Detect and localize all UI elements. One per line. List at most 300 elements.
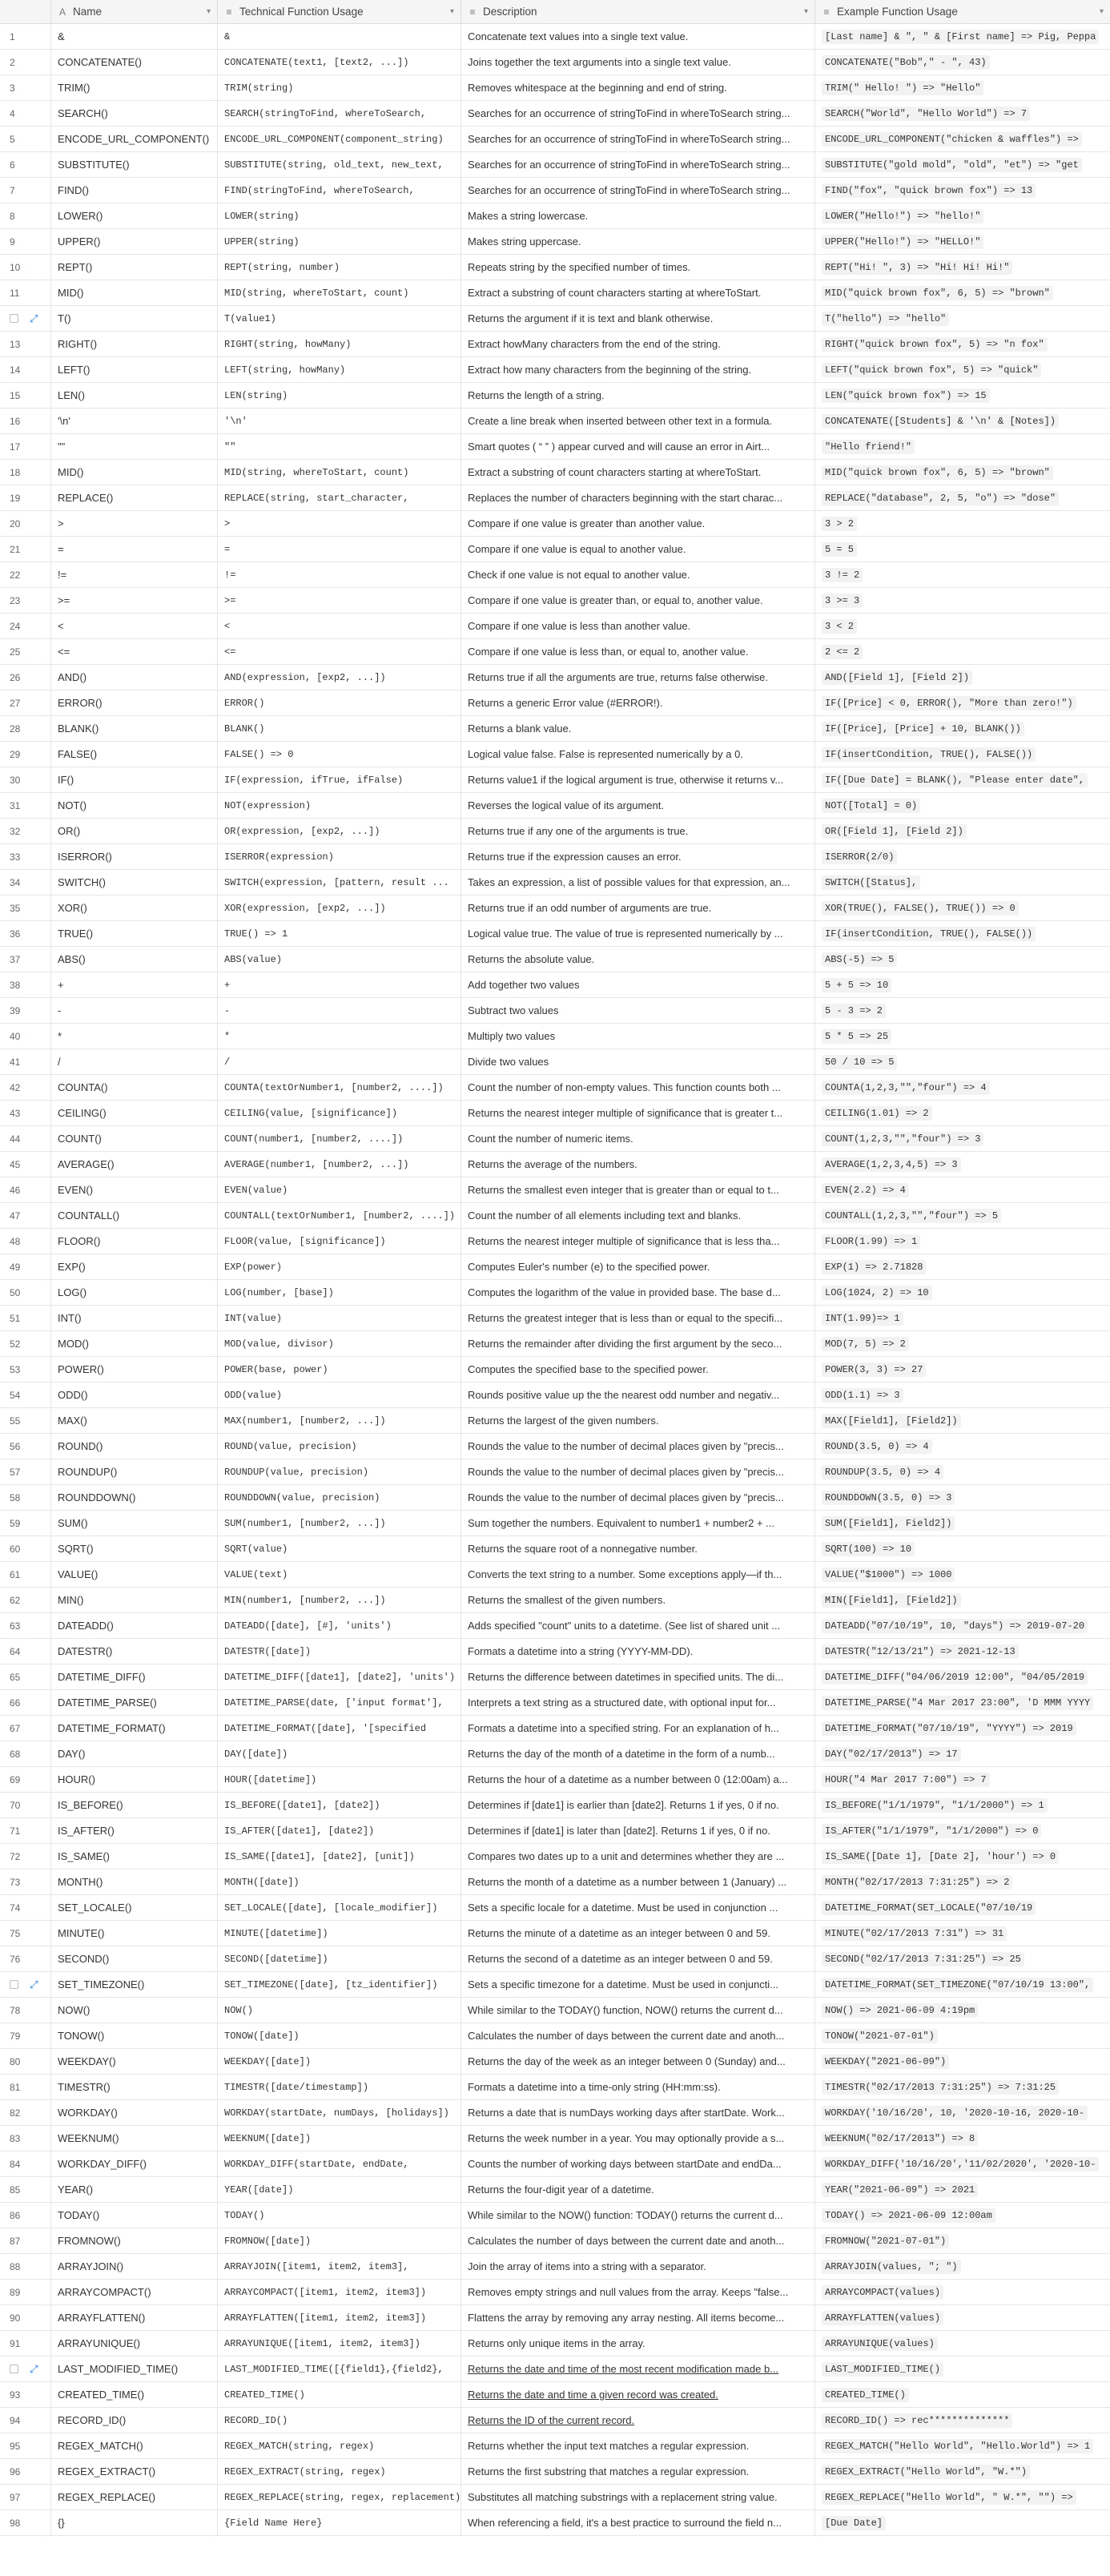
- table-row[interactable]: [0, 2510, 1110, 2536]
- table-row[interactable]: [0, 767, 1110, 793]
- row-number-cell[interactable]: [0, 2382, 51, 2407]
- row-number-cell[interactable]: [0, 1357, 51, 1382]
- row-number-cell[interactable]: [0, 716, 51, 741]
- name-cell[interactable]: FALSE(): [51, 742, 218, 767]
- row-number-cell[interactable]: [0, 2126, 51, 2151]
- table-row[interactable]: [0, 1562, 1110, 1588]
- row-number-cell[interactable]: [0, 1664, 51, 1689]
- name-cell[interactable]: MID(): [51, 460, 218, 485]
- table-row[interactable]: [0, 2331, 1110, 2357]
- row-number-cell[interactable]: [0, 2408, 51, 2433]
- row-number-cell[interactable]: [0, 1613, 51, 1638]
- table-row[interactable]: [0, 896, 1110, 921]
- description-cell[interactable]: Logical value true. The value of true is represented numerically by ...: [461, 921, 815, 946]
- name-cell[interactable]: -: [51, 998, 218, 1023]
- table-row[interactable]: [0, 2126, 1110, 2151]
- row-number-cell[interactable]: [0, 1562, 51, 1587]
- description-cell[interactable]: Count the number of all elements including text and blanks.: [461, 1203, 815, 1228]
- technical-usage-cell[interactable]: [218, 1767, 461, 1792]
- table-row[interactable]: [0, 1946, 1110, 1972]
- example-usage-cell[interactable]: [815, 1767, 1110, 1792]
- description-cell[interactable]: Returns the day of the week as an integer between 0 (Sunday) and...: [461, 2049, 815, 2074]
- table-row[interactable]: [0, 280, 1110, 306]
- expand-record-icon[interactable]: ⤢: [30, 312, 38, 324]
- technical-usage-cell[interactable]: [218, 1793, 461, 1817]
- example-usage-cell[interactable]: [815, 1383, 1110, 1407]
- description-cell[interactable]: Rounds the value to the number of decimal places given by "precis...: [461, 1485, 815, 1510]
- description-cell[interactable]: Returns the month of a datetime as a number between 1 (January) ...: [461, 1870, 815, 1894]
- technical-usage-cell[interactable]: [218, 1613, 461, 1638]
- technical-usage-cell[interactable]: [218, 537, 461, 561]
- name-cell[interactable]: SET_LOCALE(): [51, 1895, 218, 1920]
- name-cell[interactable]: ARRAYFLATTEN(): [51, 2305, 218, 2330]
- description-cell[interactable]: When referencing a field, it's a best practice to surround the field n...: [461, 2510, 815, 2535]
- example-usage-cell[interactable]: [815, 511, 1110, 536]
- name-cell[interactable]: NOT(): [51, 793, 218, 818]
- name-cell[interactable]: SUM(): [51, 1511, 218, 1536]
- row-checkbox[interactable]: [10, 1980, 18, 1989]
- example-usage-cell[interactable]: [815, 101, 1110, 126]
- example-usage-cell[interactable]: [815, 870, 1110, 895]
- table-row[interactable]: [0, 1870, 1110, 1895]
- description-cell[interactable]: Returns the nearest integer multiple of significance that is greater t...: [461, 1101, 815, 1125]
- table-row[interactable]: [0, 1152, 1110, 1177]
- row-number-cell[interactable]: [0, 178, 51, 203]
- technical-usage-cell[interactable]: [218, 614, 461, 638]
- example-usage-cell[interactable]: [815, 1408, 1110, 1433]
- technical-usage-cell[interactable]: [218, 485, 461, 510]
- example-usage-cell[interactable]: [815, 1229, 1110, 1254]
- example-usage-cell[interactable]: [815, 1075, 1110, 1100]
- name-cell[interactable]: ABS(): [51, 947, 218, 972]
- example-usage-cell[interactable]: [815, 998, 1110, 1023]
- technical-usage-cell[interactable]: [218, 2408, 461, 2433]
- example-usage-cell[interactable]: [815, 50, 1110, 74]
- example-usage-cell[interactable]: [815, 588, 1110, 613]
- description-cell[interactable]: Returns a generic Error value (#ERROR!).: [461, 690, 815, 715]
- name-cell[interactable]: MAX(): [51, 1408, 218, 1433]
- technical-usage-cell[interactable]: [218, 767, 461, 792]
- description-cell[interactable]: Returns the absolute value.: [461, 947, 815, 972]
- row-number-cell[interactable]: [0, 870, 51, 895]
- table-row[interactable]: [0, 1331, 1110, 1357]
- technical-usage-cell[interactable]: [218, 1972, 461, 1997]
- description-cell[interactable]: Returns the date and time a given record was created.: [461, 2382, 815, 2407]
- table-row[interactable]: [0, 2459, 1110, 2485]
- description-cell[interactable]: Count the number of numeric items.: [461, 1126, 815, 1151]
- name-cell[interactable]: RIGHT(): [51, 332, 218, 356]
- description-cell[interactable]: Returns value1 if the logical argument is true, otherwise it returns v...: [461, 767, 815, 792]
- name-cell[interactable]: MONTH(): [51, 1870, 218, 1894]
- technical-usage-cell[interactable]: [218, 1998, 461, 2023]
- example-usage-cell[interactable]: [815, 383, 1110, 408]
- table-row[interactable]: [0, 1639, 1110, 1664]
- description-cell[interactable]: Check if one value is not equal to another value.: [461, 562, 815, 587]
- table-row[interactable]: [0, 2254, 1110, 2280]
- name-cell[interactable]: <=: [51, 639, 218, 664]
- name-cell[interactable]: ARRAYUNIQUE(): [51, 2331, 218, 2356]
- chevron-down-icon[interactable]: ▾: [1099, 7, 1104, 16]
- description-cell[interactable]: Flattens the array by removing any array nesting. All items become...: [461, 2305, 815, 2330]
- name-cell[interactable]: ENCODE_URL_COMPONENT(): [51, 127, 218, 151]
- row-number-cell[interactable]: [0, 2228, 51, 2253]
- example-usage-cell[interactable]: [815, 1639, 1110, 1664]
- table-row[interactable]: [0, 2100, 1110, 2126]
- table-row[interactable]: [0, 1895, 1110, 1921]
- description-cell[interactable]: Compare if one value is equal to another value.: [461, 537, 815, 561]
- example-usage-cell[interactable]: [815, 2126, 1110, 2151]
- description-cell[interactable]: Count the number of non-empty values. This function counts both ...: [461, 1075, 815, 1100]
- row-number-cell[interactable]: [0, 1844, 51, 1869]
- technical-usage-cell[interactable]: [218, 409, 461, 433]
- description-cell[interactable]: Returns the first substring that matches a regular expression.: [461, 2459, 815, 2484]
- name-cell[interactable]: +: [51, 972, 218, 997]
- table-row[interactable]: [0, 152, 1110, 178]
- description-cell[interactable]: Returns true if an odd number of arguments are true.: [461, 896, 815, 920]
- name-cell[interactable]: SEARCH(): [51, 101, 218, 126]
- name-cell[interactable]: DATESTR(): [51, 1639, 218, 1664]
- table-row[interactable]: [0, 1101, 1110, 1126]
- table-row[interactable]: [0, 409, 1110, 434]
- name-cell[interactable]: LOWER(): [51, 203, 218, 228]
- description-cell[interactable]: Returns whether the input text matches a regular expression.: [461, 2433, 815, 2458]
- description-cell[interactable]: Determines if [date1] is later than [date2]. Returns 1 if yes, 0 if no.: [461, 1818, 815, 1843]
- name-cell[interactable]: EVEN(): [51, 1177, 218, 1202]
- example-usage-cell[interactable]: [815, 485, 1110, 510]
- example-usage-cell[interactable]: [815, 2254, 1110, 2279]
- example-usage-cell[interactable]: [815, 2100, 1110, 2125]
- technical-usage-cell[interactable]: [218, 2126, 461, 2151]
- row-number-cell[interactable]: [0, 1511, 51, 1536]
- technical-usage-cell[interactable]: [218, 1562, 461, 1587]
- row-number-cell[interactable]: [0, 1101, 51, 1125]
- row-number-cell[interactable]: [0, 896, 51, 920]
- row-number-cell[interactable]: [0, 639, 51, 664]
- description-cell[interactable]: Returns true if the expression causes an error.: [461, 844, 815, 869]
- table-row[interactable]: [0, 1459, 1110, 1485]
- table-row[interactable]: [0, 2485, 1110, 2510]
- row-number-cell[interactable]: [0, 1870, 51, 1894]
- table-row[interactable]: [0, 1793, 1110, 1818]
- row-number-cell[interactable]: [0, 2203, 51, 2228]
- row-number-cell[interactable]: [0, 1203, 51, 1228]
- technical-usage-cell[interactable]: [218, 1690, 461, 1715]
- technical-usage-cell[interactable]: [218, 2254, 461, 2279]
- row-number-cell[interactable]: [0, 2433, 51, 2458]
- table-row[interactable]: [0, 716, 1110, 742]
- table-row[interactable]: [0, 1716, 1110, 1741]
- name-cell[interactable]: WEEKNUM(): [51, 2126, 218, 2151]
- table-row[interactable]: [0, 178, 1110, 203]
- example-usage-cell[interactable]: [815, 2459, 1110, 2484]
- expand-record-icon[interactable]: ⤢: [30, 2362, 38, 2375]
- description-cell[interactable]: Returns the argument if it is text and blank otherwise.: [461, 306, 815, 331]
- technical-usage-cell[interactable]: [218, 896, 461, 920]
- technical-usage-cell[interactable]: [218, 511, 461, 536]
- example-usage-cell[interactable]: [815, 2408, 1110, 2433]
- example-usage-cell[interactable]: [815, 1741, 1110, 1766]
- row-number-cell[interactable]: [0, 255, 51, 280]
- name-cell[interactable]: BLANK(): [51, 716, 218, 741]
- description-cell[interactable]: Returns the week number in a year. You may optionally provide a s...: [461, 2126, 815, 2151]
- row-number-cell[interactable]: [0, 1177, 51, 1202]
- technical-usage-cell[interactable]: [218, 332, 461, 356]
- name-cell[interactable]: TRIM(): [51, 75, 218, 100]
- description-cell[interactable]: Logical value false. False is represented numerically by a 0.: [461, 742, 815, 767]
- technical-usage-cell[interactable]: [218, 2023, 461, 2048]
- table-row[interactable]: [0, 742, 1110, 767]
- technical-usage-cell[interactable]: [218, 1536, 461, 1561]
- example-usage-cell[interactable]: [815, 896, 1110, 920]
- description-cell[interactable]: Returns true if any one of the arguments is true.: [461, 819, 815, 843]
- table-row[interactable]: [0, 1741, 1110, 1767]
- name-cell[interactable]: LEN(): [51, 383, 218, 408]
- description-cell[interactable]: Rounds positive value up the the nearest odd number and negativ...: [461, 1383, 815, 1407]
- description-cell[interactable]: Returns the minute of a datetime as an integer between 0 and 59.: [461, 1921, 815, 1946]
- description-cell[interactable]: While similar to the TODAY() function, NOW() returns the current d...: [461, 1998, 815, 2023]
- example-usage-cell[interactable]: [815, 819, 1110, 843]
- example-usage-cell[interactable]: [815, 1434, 1110, 1459]
- name-cell[interactable]: &: [51, 24, 218, 49]
- example-usage-cell[interactable]: [815, 537, 1110, 561]
- table-row[interactable]: [0, 2228, 1110, 2254]
- name-cell[interactable]: XOR(): [51, 896, 218, 920]
- description-cell[interactable]: Divide two values: [461, 1049, 815, 1074]
- table-row[interactable]: [0, 1818, 1110, 1844]
- example-usage-cell[interactable]: [815, 229, 1110, 254]
- name-cell[interactable]: TRUE(): [51, 921, 218, 946]
- row-number-cell[interactable]: [0, 383, 51, 408]
- table-row[interactable]: [0, 2075, 1110, 2100]
- technical-usage-cell[interactable]: [218, 1639, 461, 1664]
- example-usage-cell[interactable]: [815, 127, 1110, 151]
- description-cell[interactable]: Compare if one value is greater than another value.: [461, 511, 815, 536]
- description-cell[interactable]: Returns the ID of the current record.: [461, 2408, 815, 2433]
- table-row[interactable]: [0, 1588, 1110, 1613]
- row-number-cell[interactable]: [0, 1690, 51, 1715]
- row-number-cell[interactable]: [0, 1075, 51, 1100]
- technical-usage-cell[interactable]: [218, 665, 461, 690]
- row-number-cell[interactable]: [0, 2510, 51, 2535]
- technical-usage-cell[interactable]: [218, 972, 461, 997]
- example-usage-cell[interactable]: [815, 203, 1110, 228]
- table-row[interactable]: [0, 1408, 1110, 1434]
- technical-usage-cell[interactable]: [218, 2151, 461, 2176]
- technical-usage-cell[interactable]: [218, 1024, 461, 1049]
- description-cell[interactable]: Calculates the number of days between the current date and anoth...: [461, 2023, 815, 2048]
- row-number-cell[interactable]: [0, 2177, 51, 2202]
- technical-usage-cell[interactable]: [218, 2100, 461, 2125]
- technical-usage-cell[interactable]: [218, 1946, 461, 1971]
- name-cell[interactable]: TONOW(): [51, 2023, 218, 2048]
- row-number-cell[interactable]: [0, 2075, 51, 2099]
- technical-usage-cell[interactable]: [218, 1921, 461, 1946]
- table-row[interactable]: [0, 1126, 1110, 1152]
- description-cell[interactable]: Determines if [date1] is earlier than [date2]. Returns 1 if yes, 0 if no.: [461, 1793, 815, 1817]
- description-cell[interactable]: Searches for an occurrence of stringToFind in whereToSearch string...: [461, 127, 815, 151]
- chevron-down-icon[interactable]: ▾: [206, 7, 211, 16]
- name-cell[interactable]: OR(): [51, 819, 218, 843]
- row-number-cell[interactable]: [0, 50, 51, 74]
- row-number-cell[interactable]: [0, 460, 51, 485]
- technical-usage-cell[interactable]: [218, 1511, 461, 1536]
- example-usage-cell[interactable]: [815, 1203, 1110, 1228]
- description-cell[interactable]: Returns the date and time of the most recent modification made b...: [461, 2357, 815, 2381]
- row-number-cell[interactable]: [0, 1383, 51, 1407]
- name-cell[interactable]: AND(): [51, 665, 218, 690]
- description-cell[interactable]: Repeats string by the specified number of times.: [461, 255, 815, 280]
- table-row[interactable]: [0, 24, 1110, 50]
- example-usage-cell[interactable]: [815, 2023, 1110, 2048]
- technical-usage-cell[interactable]: [218, 639, 461, 664]
- technical-usage-cell[interactable]: [218, 2305, 461, 2330]
- name-cell[interactable]: IF(): [51, 767, 218, 792]
- description-cell[interactable]: Join the array of items into a string with a separator.: [461, 2254, 815, 2279]
- example-usage-cell[interactable]: [815, 1024, 1110, 1049]
- table-row[interactable]: [0, 870, 1110, 896]
- example-usage-cell[interactable]: [815, 2331, 1110, 2356]
- name-cell[interactable]: DAY(): [51, 1741, 218, 1766]
- table-row[interactable]: [0, 1921, 1110, 1946]
- technical-usage-cell[interactable]: [218, 793, 461, 818]
- description-cell[interactable]: Returns the largest of the given numbers.: [461, 1408, 815, 1433]
- row-number-cell[interactable]: [0, 614, 51, 638]
- example-usage-cell[interactable]: [815, 2075, 1110, 2099]
- technical-usage-cell[interactable]: [218, 2357, 461, 2381]
- technical-usage-cell[interactable]: [218, 178, 461, 203]
- example-usage-cell[interactable]: [815, 844, 1110, 869]
- row-number-cell[interactable]: [0, 742, 51, 767]
- technical-usage-cell[interactable]: [218, 2485, 461, 2510]
- name-cell[interactable]: DATEADD(): [51, 1613, 218, 1638]
- column-header-description[interactable]: [461, 0, 815, 23]
- row-number-cell[interactable]: [0, 1716, 51, 1741]
- row-number-cell[interactable]: [0, 1588, 51, 1612]
- row-number-cell[interactable]: [0, 1895, 51, 1920]
- example-usage-cell[interactable]: [815, 1306, 1110, 1330]
- table-row[interactable]: [0, 1357, 1110, 1383]
- name-cell[interactable]: DATETIME_PARSE(): [51, 1690, 218, 1715]
- table-row[interactable]: [0, 1613, 1110, 1639]
- row-number-cell[interactable]: [0, 767, 51, 792]
- name-cell[interactable]: COUNT(): [51, 1126, 218, 1151]
- name-cell[interactable]: REPLACE(): [51, 485, 218, 510]
- name-cell[interactable]: COUNTALL(): [51, 1203, 218, 1228]
- table-row[interactable]: [0, 639, 1110, 665]
- row-number-cell[interactable]: [0, 1946, 51, 1971]
- technical-usage-cell[interactable]: [218, 1485, 461, 1510]
- table-row[interactable]: [0, 127, 1110, 152]
- example-usage-cell[interactable]: [815, 2228, 1110, 2253]
- name-cell[interactable]: TODAY(): [51, 2203, 218, 2228]
- description-cell[interactable]: Concatenate text values into a single text value.: [461, 24, 815, 49]
- name-cell[interactable]: ARRAYJOIN(): [51, 2254, 218, 2279]
- name-cell[interactable]: WORKDAY_DIFF(): [51, 2151, 218, 2176]
- row-number-cell[interactable]: [0, 921, 51, 946]
- technical-usage-cell[interactable]: [218, 1152, 461, 1177]
- example-usage-cell[interactable]: [815, 665, 1110, 690]
- row-number-cell[interactable]: [0, 357, 51, 382]
- table-row[interactable]: [0, 1485, 1110, 1511]
- name-cell[interactable]: {}: [51, 2510, 218, 2535]
- example-usage-cell[interactable]: [815, 1793, 1110, 1817]
- technical-usage-cell[interactable]: [218, 1434, 461, 1459]
- row-number-cell[interactable]: [0, 998, 51, 1023]
- row-number-cell[interactable]: [0, 1536, 51, 1561]
- technical-usage-cell[interactable]: [218, 1716, 461, 1741]
- example-usage-cell[interactable]: [815, 2382, 1110, 2407]
- table-row[interactable]: [0, 562, 1110, 588]
- example-usage-cell[interactable]: [815, 255, 1110, 280]
- name-cell[interactable]: <: [51, 614, 218, 638]
- example-usage-cell[interactable]: [815, 690, 1110, 715]
- description-cell[interactable]: Compare if one value is less than, or equal to, another value.: [461, 639, 815, 664]
- description-cell[interactable]: Rounds the value to the number of decimal places given by "precis...: [461, 1434, 815, 1459]
- technical-usage-cell[interactable]: [218, 2280, 461, 2304]
- description-cell[interactable]: Substitutes all matching substrings with a replacement string value.: [461, 2485, 815, 2510]
- name-cell[interactable]: MIN(): [51, 1588, 218, 1612]
- table-row[interactable]: [0, 255, 1110, 280]
- description-cell[interactable]: Multiply two values: [461, 1024, 815, 1049]
- table-row[interactable]: [0, 1229, 1110, 1254]
- technical-usage-cell[interactable]: [218, 1588, 461, 1612]
- row-number-cell[interactable]: [0, 1818, 51, 1843]
- row-number-cell[interactable]: [0, 511, 51, 536]
- name-cell[interactable]: IS_AFTER(): [51, 1818, 218, 1843]
- table-row[interactable]: [0, 460, 1110, 485]
- table-row[interactable]: [0, 1767, 1110, 1793]
- table-row[interactable]: [0, 819, 1110, 844]
- description-cell[interactable]: Searches for an occurrence of stringToFind in whereToSearch string...: [461, 101, 815, 126]
- description-cell[interactable]: Formats a datetime into a specified string. For an explanation of h...: [461, 1716, 815, 1741]
- description-cell[interactable]: Returns the smallest even integer that is greater than or equal to t...: [461, 1177, 815, 1202]
- example-usage-cell[interactable]: [815, 1998, 1110, 2023]
- table-row[interactable]: [0, 1049, 1110, 1075]
- row-number-cell[interactable]: [0, 127, 51, 151]
- example-usage-cell[interactable]: [815, 1357, 1110, 1382]
- table-row[interactable]: [0, 2357, 1110, 2382]
- description-cell[interactable]: Calculates the number of days between the current date and anoth...: [461, 2228, 815, 2253]
- description-cell[interactable]: Sum together the numbers. Equivalent to number1 + number2 + ...: [461, 1511, 815, 1536]
- row-number-cell[interactable]: [0, 1024, 51, 1049]
- table-row[interactable]: [0, 1306, 1110, 1331]
- technical-usage-cell[interactable]: [218, 870, 461, 895]
- technical-usage-cell[interactable]: [218, 1203, 461, 1228]
- technical-usage-cell[interactable]: [218, 1229, 461, 1254]
- name-cell[interactable]: MINUTE(): [51, 1921, 218, 1946]
- name-cell[interactable]: MOD(): [51, 1331, 218, 1356]
- table-row[interactable]: [0, 614, 1110, 639]
- description-cell[interactable]: Removes empty strings and null values from the array. Keeps "false...: [461, 2280, 815, 2304]
- row-number-cell[interactable]: [0, 1459, 51, 1484]
- technical-usage-cell[interactable]: [218, 716, 461, 741]
- description-cell[interactable]: Rounds the value to the number of decimal places given by "precis...: [461, 1459, 815, 1484]
- name-cell[interactable]: SECOND(): [51, 1946, 218, 1971]
- table-row[interactable]: [0, 1177, 1110, 1203]
- example-usage-cell[interactable]: [815, 460, 1110, 485]
- name-cell[interactable]: TIMESTR(): [51, 2075, 218, 2099]
- technical-usage-cell[interactable]: [218, 2382, 461, 2407]
- description-cell[interactable]: Returns only unique items in the array.: [461, 2331, 815, 2356]
- description-cell[interactable]: Returns the four-digit year of a datetime.: [461, 2177, 815, 2202]
- row-number-cell[interactable]: [0, 1998, 51, 2023]
- technical-usage-cell[interactable]: [218, 2177, 461, 2202]
- example-usage-cell[interactable]: [815, 24, 1110, 49]
- technical-usage-cell[interactable]: [218, 1383, 461, 1407]
- description-cell[interactable]: Add together two values: [461, 972, 815, 997]
- description-cell[interactable]: Returns the length of a string.: [461, 383, 815, 408]
- description-cell[interactable]: Returns a blank value.: [461, 716, 815, 741]
